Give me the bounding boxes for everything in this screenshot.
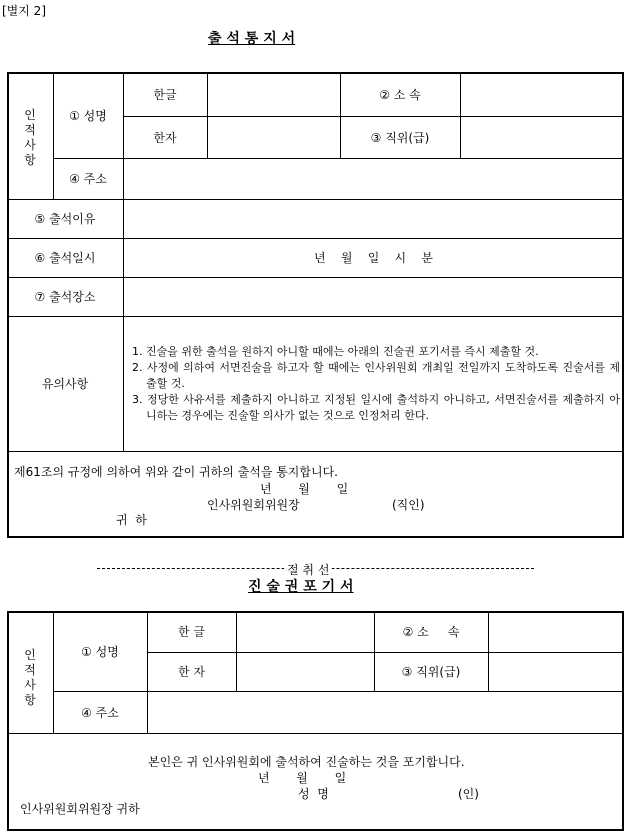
notice-signer: 인사위원회위원장: [207, 498, 300, 512]
waiver-date-line: 년 월 일: [258, 771, 347, 785]
waiver-title: 진 술 권 포 기 서: [248, 579, 354, 595]
attendance-reason-label: ⑤ 출석이유: [34, 212, 96, 226]
attendance-datetime-label: ⑥ 출석일시: [34, 251, 96, 265]
waiver-recipient: 인사위원회위원장 귀하: [20, 802, 140, 816]
waiver-personal-info-label: 인적사항: [24, 648, 36, 707]
attendance-datetime-value: 년 월 일 시 분: [314, 251, 433, 265]
waiver-statement: 본인은 귀 인사위원회에 출석하여 진술하는 것을 포기합니다.: [148, 755, 465, 769]
notice-statement: 제61조의 규정에 의하여 위와 같이 귀하의 출석을 통지합니다.: [14, 465, 338, 479]
waiver-seal-placeholder: (인): [458, 787, 479, 801]
waiver-name-label: ① 성명: [81, 644, 119, 659]
waiver-hanja-label: 한 자: [178, 665, 205, 679]
waiver-hangul-label: 한 글: [178, 625, 205, 639]
notes-label: 유의사항: [41, 377, 89, 391]
waiver-affiliation-label: ② 소 속: [402, 625, 460, 639]
personal-info-section-label: 인적사항: [24, 108, 36, 167]
official-seal-placeholder: (직인): [392, 498, 425, 512]
address-label: ④ 주소: [69, 172, 107, 186]
notice-recipient: 귀 하: [116, 513, 147, 527]
hangul-label: 한글: [153, 87, 177, 102]
waiver-address-label: ④ 주소: [81, 705, 119, 720]
position-label: ③ 직위(급): [370, 130, 430, 145]
affiliation-label: ② 소 속: [379, 87, 421, 102]
waiver-name-sign-label: 성 명: [298, 787, 329, 801]
attendance-place-label: ⑦ 출석장소: [34, 290, 96, 304]
note-item-3: 3. 정당한 사유서를 제출하지 아니하고 지정된 일시에 출석하지 아니하고, 서면진술서를 제출하지 아니하는 경우에는 진술할 의사가 없는 것으로 인정처리 한다.: [132, 393, 620, 422]
notes-list: [132, 344, 620, 424]
attendance-notice-title: 출 석 통 지 서: [208, 31, 296, 47]
annex-label: [별지 2]: [2, 4, 46, 18]
name-label: ① 성명: [69, 108, 107, 123]
note-item-1: 1. 진술을 위한 출석을 원하지 아니할 때에는 아래의 진술권 포기서를 즉시 제출할 것.: [132, 345, 539, 358]
waiver-position-label: ③ 직위(급): [401, 665, 461, 679]
note-item-2: 2. 사정에 의하여 서면진술을 하고자 할 때에는 인사위원회 개최일 전일까지 도착하도록 진술서를 제출할 것.: [132, 361, 620, 390]
cut-line-label: 절 취 선: [284, 561, 332, 578]
notice-date-line: 년 월 일: [260, 482, 349, 496]
hanja-label: 한자: [153, 130, 177, 145]
